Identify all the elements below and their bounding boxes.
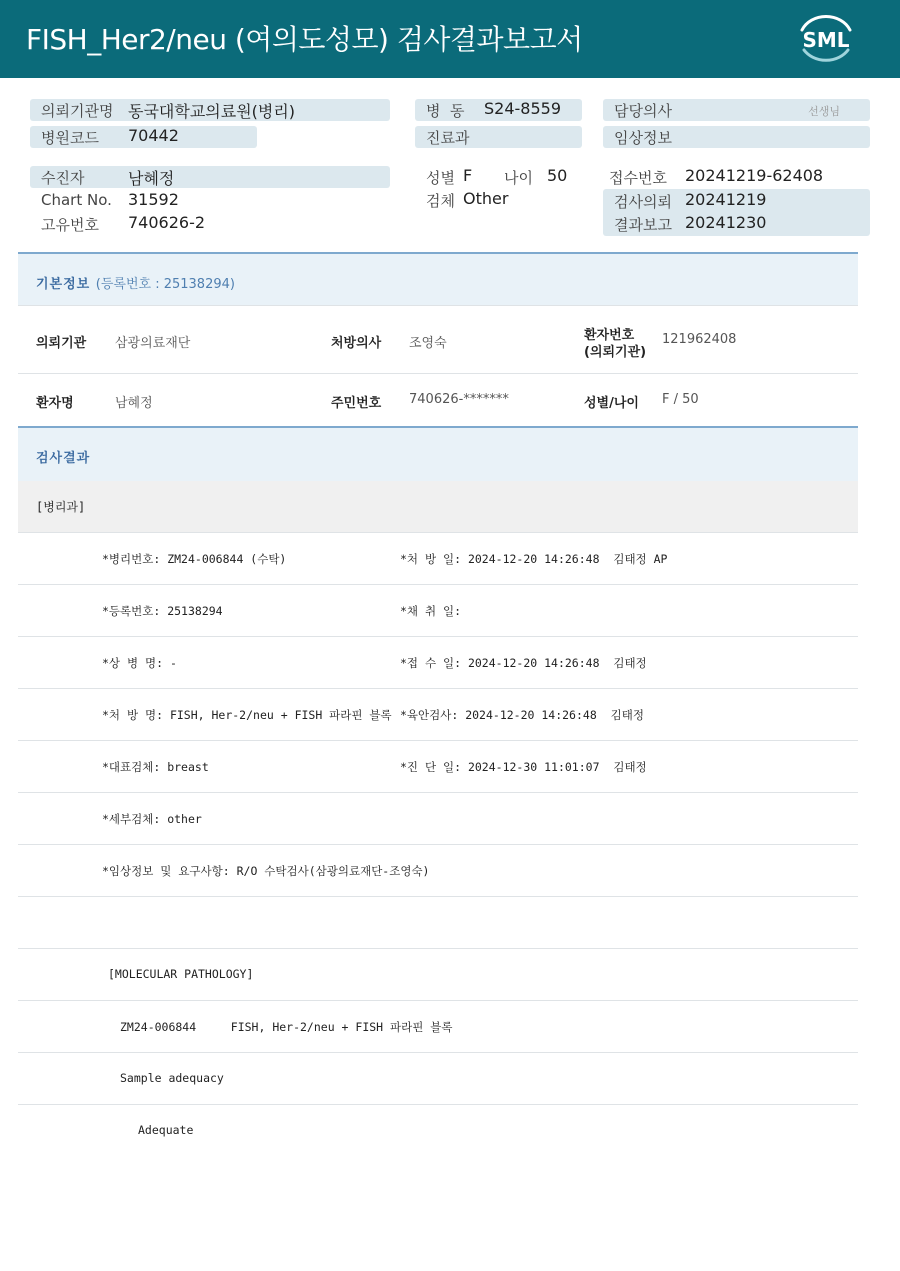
institution-label: 의뢰기관명 xyxy=(41,102,114,120)
doctor-label: 담당의사 xyxy=(614,102,672,120)
department-field xyxy=(415,126,582,148)
specimen-line-row xyxy=(18,1001,858,1053)
basic-info-header xyxy=(18,252,858,306)
sex-label: 성별 xyxy=(426,169,455,187)
report-label: 결과보고 xyxy=(614,216,672,234)
hospital-code-value: 70442 xyxy=(128,126,179,145)
unique-no-value: 740626-2 xyxy=(128,213,206,232)
sample-adequacy-row xyxy=(18,1053,858,1105)
pt-no-value: 121962408 xyxy=(662,332,737,347)
rrn-label: 주민번호 xyxy=(331,396,382,411)
result-row-right: *진 단 일: 2024-12-30 11:01:07 김태정 xyxy=(400,760,647,774)
sexage-label: 성별/나이 xyxy=(584,396,639,411)
logo-text: SML xyxy=(802,28,850,52)
receipt-no-value: 20241219-62408 xyxy=(685,166,824,185)
result-row xyxy=(18,793,858,845)
specimen-line: ZM24-006844 FISH, Her-2/neu + FISH 파라핀 블록 xyxy=(120,1020,453,1034)
inst-value: 삼광의료재단 xyxy=(115,336,191,351)
result-row-left: *대표검체: breast xyxy=(102,760,209,774)
molecular-pathology-row xyxy=(18,949,858,1001)
sex-value: F xyxy=(463,166,473,185)
patient-label: 수진자 xyxy=(41,169,85,187)
sample-adequacy-value: Adequate xyxy=(138,1123,194,1137)
sample-adequacy-label: Sample adequacy xyxy=(120,1071,224,1085)
basic-info-title-text: 기본정보 xyxy=(36,277,91,292)
registration-number: (등록번호 : 25138294) xyxy=(95,277,235,292)
receipt-no-field xyxy=(598,166,870,188)
adequacy-value-row xyxy=(18,1105,858,1157)
request-label: 검사의뢰 xyxy=(614,193,672,211)
sex-age-field xyxy=(415,166,595,188)
doctor-field xyxy=(603,99,870,121)
result-row xyxy=(18,689,858,741)
hospital-code-field xyxy=(30,126,257,148)
molecular-pathology-heading: [MOLECULAR PATHOLOGY] xyxy=(108,967,254,981)
basic-info-title xyxy=(36,273,235,292)
result-row xyxy=(18,533,858,585)
patient-field xyxy=(30,166,390,188)
receipt-no-label: 접수번호 xyxy=(609,169,667,187)
result-row xyxy=(18,897,858,949)
results-header xyxy=(18,426,858,481)
unique-no-field xyxy=(30,213,390,235)
report-value: 20241230 xyxy=(685,213,767,232)
clinical-info-label: 임상정보 xyxy=(614,129,672,147)
clinical-info-field xyxy=(603,126,870,148)
chart-no-field xyxy=(30,190,390,212)
patient-value: 남혜정 xyxy=(128,169,175,188)
chart-no-value: 31592 xyxy=(128,190,179,209)
presc-doc-label: 처방의사 xyxy=(331,336,382,351)
ward-field xyxy=(415,99,582,121)
institution-field xyxy=(30,99,390,121)
department-row xyxy=(18,481,858,533)
institution-value: 동국대학교의료원(병리) xyxy=(128,102,296,121)
result-row-left: *병리번호: ZM24-006844 (수탁) xyxy=(102,552,287,566)
department-label: 진료과 xyxy=(426,129,470,147)
sexage-value: F / 50 xyxy=(662,392,699,407)
request-report-field xyxy=(603,189,870,236)
age-label: 나이 xyxy=(504,169,533,187)
age-value: 50 xyxy=(547,166,568,185)
result-row xyxy=(18,741,858,793)
name-value: 남혜정 xyxy=(115,396,153,411)
result-row-right: *채 취 일: xyxy=(400,604,462,618)
name-label: 환자명 xyxy=(36,396,74,411)
ward-value: S24-8559 xyxy=(484,99,562,118)
result-row-left: *상 병 명: - xyxy=(102,656,177,670)
result-row-left: *임상정보 및 요구사항: R/O 수탁검사(삼광의료재단-조영숙) xyxy=(102,864,430,878)
result-row-left: *처 방 명: FISH, Her-2/neu + FISH 파라핀 블록 xyxy=(102,708,392,722)
presc-doc-value: 조영숙 xyxy=(409,336,447,351)
result-row-right: *접 수 일: 2024-12-20 14:26:48 김태정 xyxy=(400,656,647,670)
specimen-value: Other xyxy=(463,189,509,208)
pt-no-label-2: (의뢰기관) xyxy=(584,345,647,360)
unique-no-label: 고유번호 xyxy=(41,216,99,234)
report-title: FISH_Her2/neu (여의도성모) 검사결과보고서 xyxy=(26,23,583,56)
basic-info-row-2 xyxy=(18,374,858,426)
department-tag: [병리과] xyxy=(36,500,86,514)
request-value: 20241219 xyxy=(685,190,767,209)
result-row xyxy=(18,845,858,897)
sml-logo-icon xyxy=(796,12,856,66)
result-row xyxy=(18,585,858,637)
hospital-code-label: 병원코드 xyxy=(41,129,99,147)
chart-no-label: Chart No. xyxy=(41,191,112,209)
results-title: 검사결과 xyxy=(36,451,91,466)
result-row-right: *처 방 일: 2024-12-20 14:26:48 김태정 AP xyxy=(400,552,668,566)
pt-no-label-1: 환자번호 xyxy=(584,328,635,343)
specimen-label: 검체 xyxy=(426,192,455,210)
result-row-left: *세부검체: other xyxy=(102,812,202,826)
doctor-suffix: 선생님 xyxy=(808,105,840,118)
inst-label: 의뢰기관 xyxy=(36,336,87,351)
result-row-left: *등록번호: 25138294 xyxy=(102,604,223,618)
ward-label: 병 동 xyxy=(426,102,465,120)
report-header xyxy=(0,0,900,78)
specimen-field xyxy=(415,189,595,211)
basic-info-row-1 xyxy=(18,306,858,374)
result-row-right: *육안검사: 2024-12-20 14:26:48 김태정 xyxy=(400,708,644,722)
result-row xyxy=(18,637,858,689)
rrn-value: 740626-******* xyxy=(409,392,509,407)
